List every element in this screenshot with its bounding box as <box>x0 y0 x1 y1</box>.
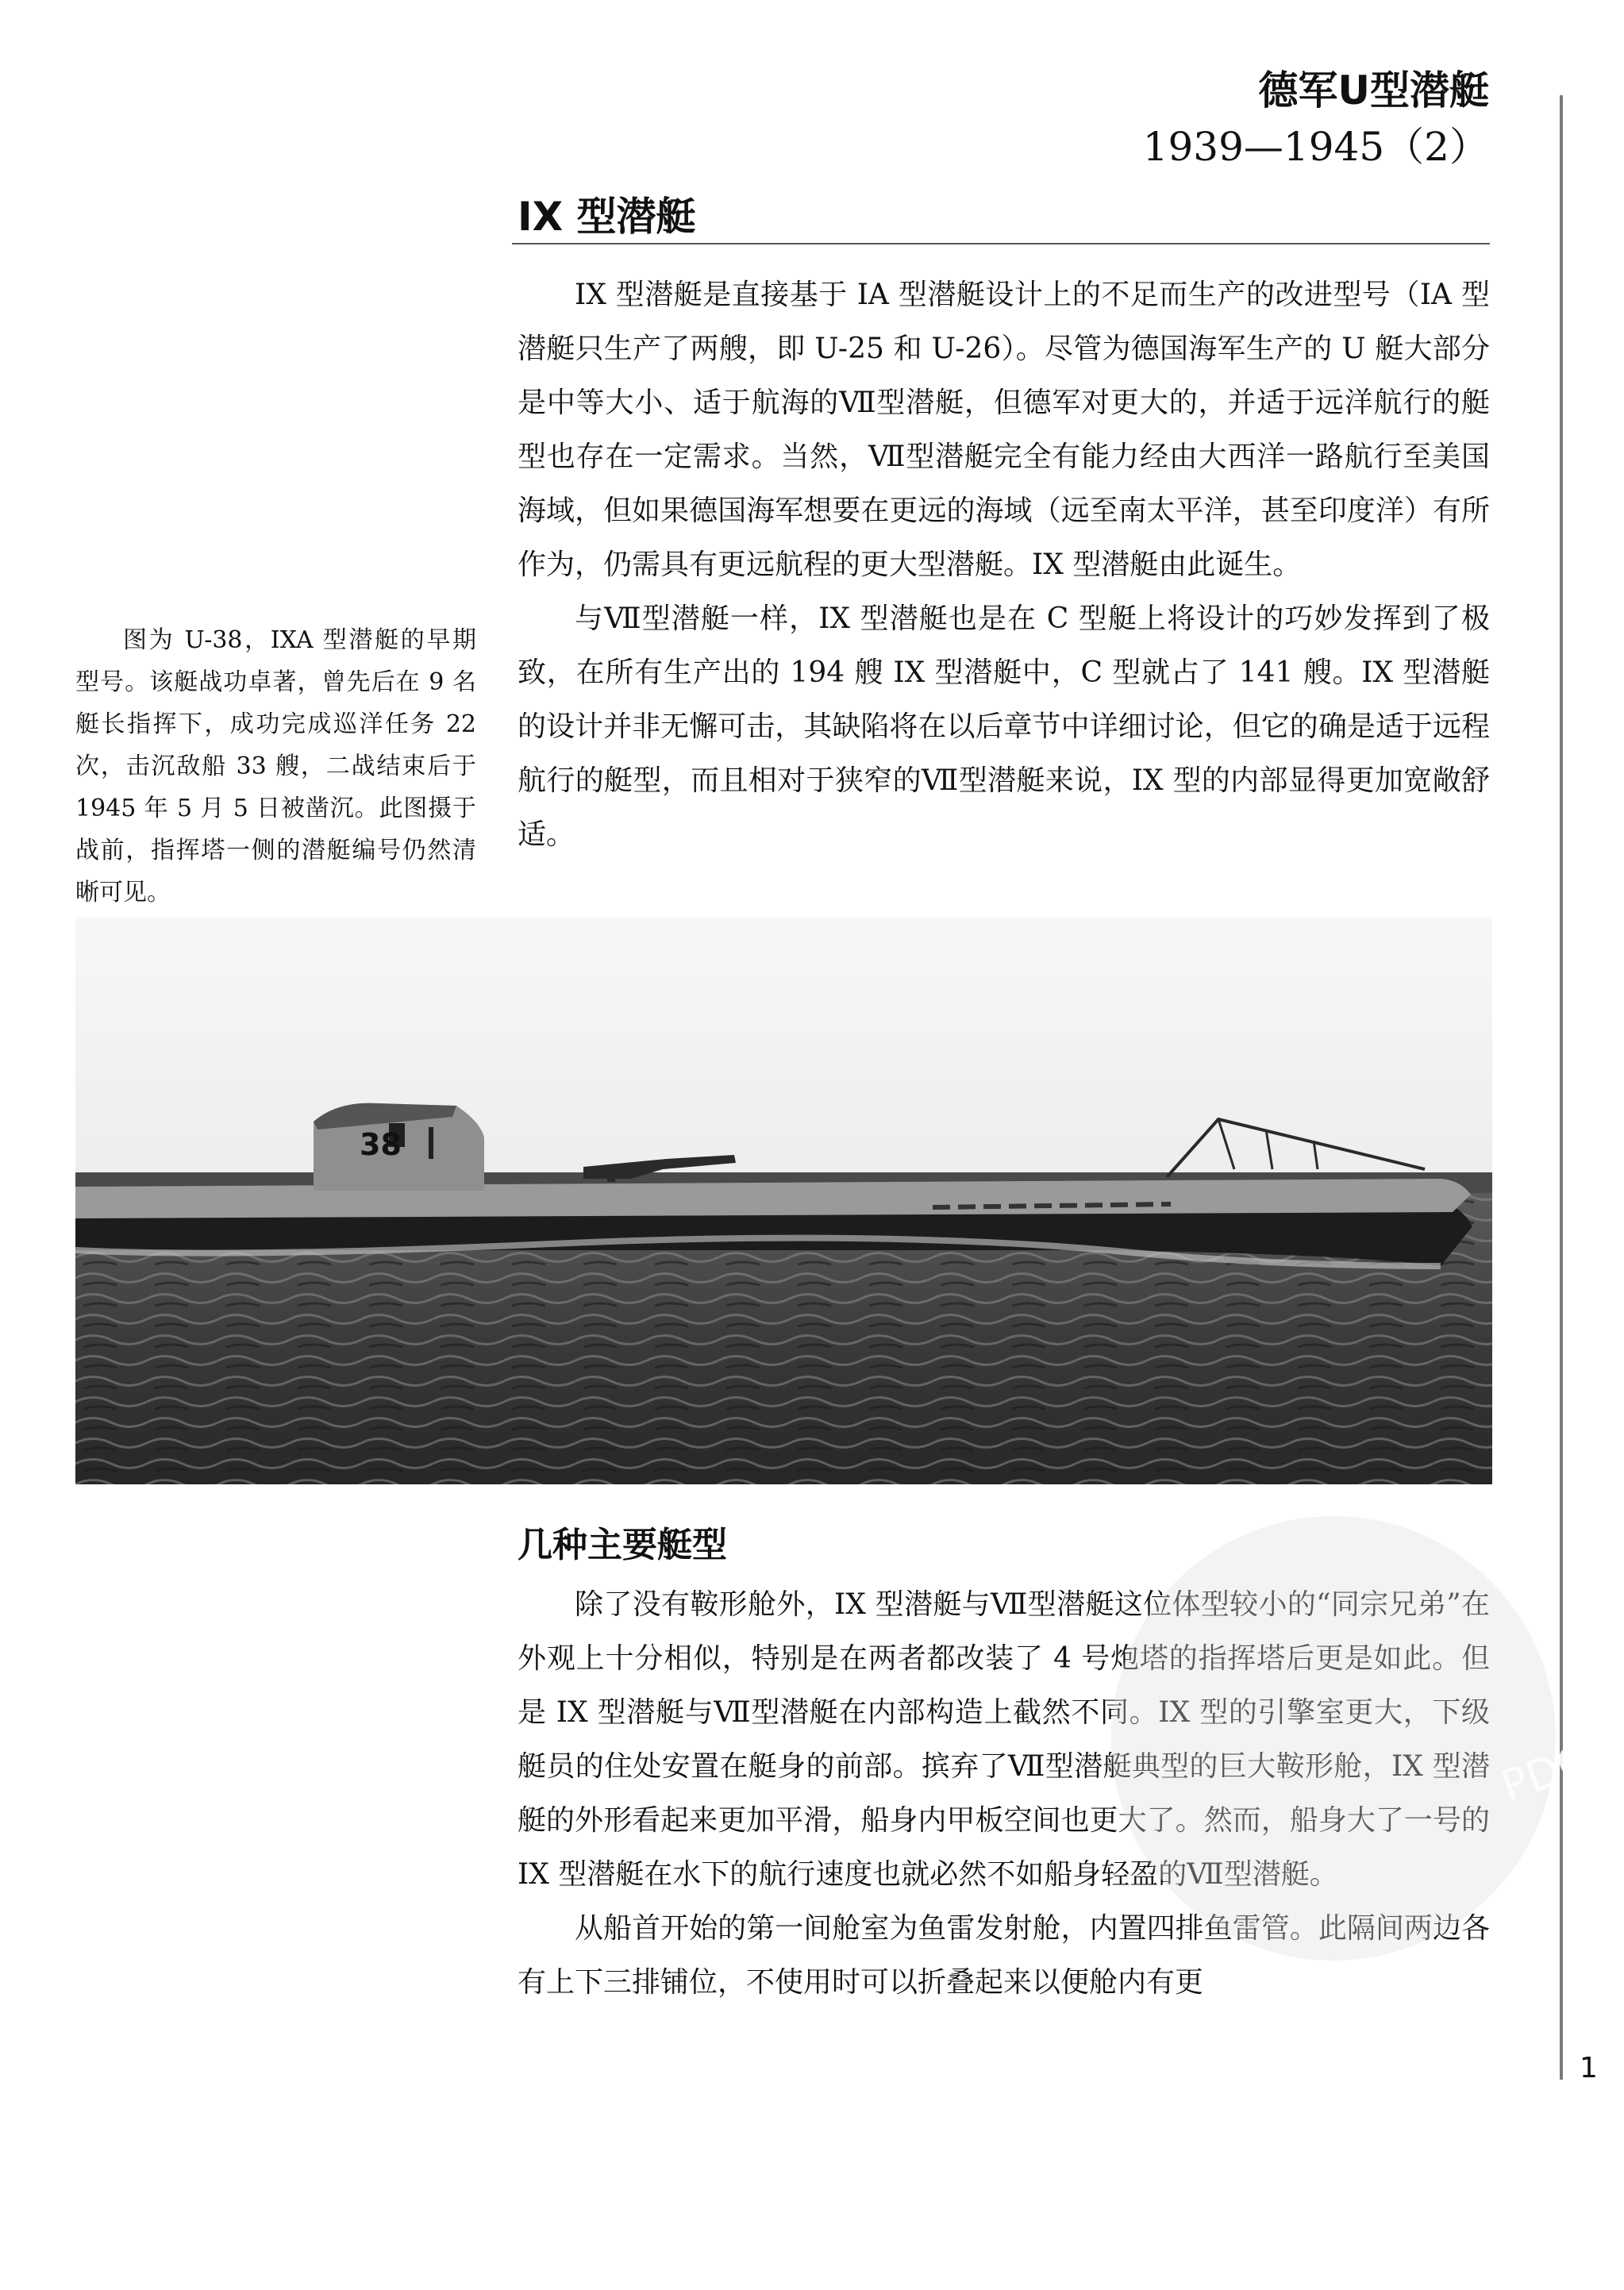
hull-number: 38 <box>360 1127 402 1162</box>
section-heading-main-types: 几种主要艇型 <box>518 1525 727 1565</box>
page-number: 1 <box>1580 2052 1598 2084</box>
caption-text: 图为 U-38，IXA 型潜艇的早期型号。该艇战功卓著，曾先后在 9 名艇长指挥下，成功完成巡洋任务 22 次，击沉敌船 33 艘，二战结束后于 1945 年 5 月 5 日被凿沉。此图摄于战前，指挥塔一侧的潜艇编号仍然清晰可见。 <box>75 626 476 906</box>
photo-caption <box>75 619 476 914</box>
heading-underline <box>512 243 1490 244</box>
paragraph: 从船首开始的第一间舱室为鱼雷发射舱，内置四排鱼雷管。此隔间两边各有上下三排铺位，不使用时可以折叠起来以便舱内有更 <box>518 1912 1490 1999</box>
book-title: 德军U型潜艇 <box>1258 67 1489 114</box>
book-subtitle: 1939—1945（2） <box>1142 124 1489 170</box>
section-body-ix <box>518 268 1490 862</box>
watermark-text: PDG <box>1494 1733 1599 1812</box>
submarine-photo <box>75 917 1492 1484</box>
running-header <box>1143 62 1489 175</box>
section-heading-ix: IX 型潜艇 <box>518 194 696 240</box>
paragraph: 除了没有鞍形舱外，IX 型潜艇与Ⅶ型潜艇这位体型较小的“同宗兄弟”在外观上十分相似，特别是在两者都改装了 4 号炮塔的指挥塔后更是如此。但是 IX 型潜艇与Ⅶ型潜艇在内部构造上截然不同。IX 型的引擎室更大，下级艇员的住处安置在艇身的前部。摈弃了Ⅶ型潜艇典型的巨大鞍形舱，IX 型潜艇的外形看起来更加平滑，船身内甲板空间也更大了。然而，船身大了一号的 IX 型潜艇在水下的航行速度也就必然不如船身轻盈的Ⅶ型潜艇。 <box>518 1588 1490 1891</box>
paragraph: IX 型潜艇是直接基于 IA 型潜艇设计上的不足而生产的改进型号（IA 型潜艇只生产了两艘，即 U-25 和 U-26）。尽管为德国海军生产的 U 艇大部分是中等大小、适于航海的Ⅶ型潜艇，但德军对更大的，并适于远洋航行的艇型也存在一定需求。当然，Ⅶ型潜艇完全有能力经由大西洋一路航行至美国海域，但如果德国海军想要在更远的海域（远至南太平洋，甚至印度洋）有所作为，仍需具有更远航程的更大型潜艇。IX 型潜艇由此诞生。 <box>518 279 1490 581</box>
paragraph: 与Ⅶ型潜艇一样，IX 型潜艇也是在 C 型艇上将设计的巧妙发挥到了极致，在所有生产出的 194 艘 IX 型潜艇中，C 型就占了 141 艘。IX 型潜艇的设计并非无懈可击，其缺陷将在以后章节中详细讨论，但它的确是适于远程航行的艇型，而且相对于狭窄的Ⅶ型潜艇来说，IX 型的内部显得更加宽敞舒适。 <box>518 602 1490 851</box>
library-watermark <box>1095 1500 1599 1976</box>
